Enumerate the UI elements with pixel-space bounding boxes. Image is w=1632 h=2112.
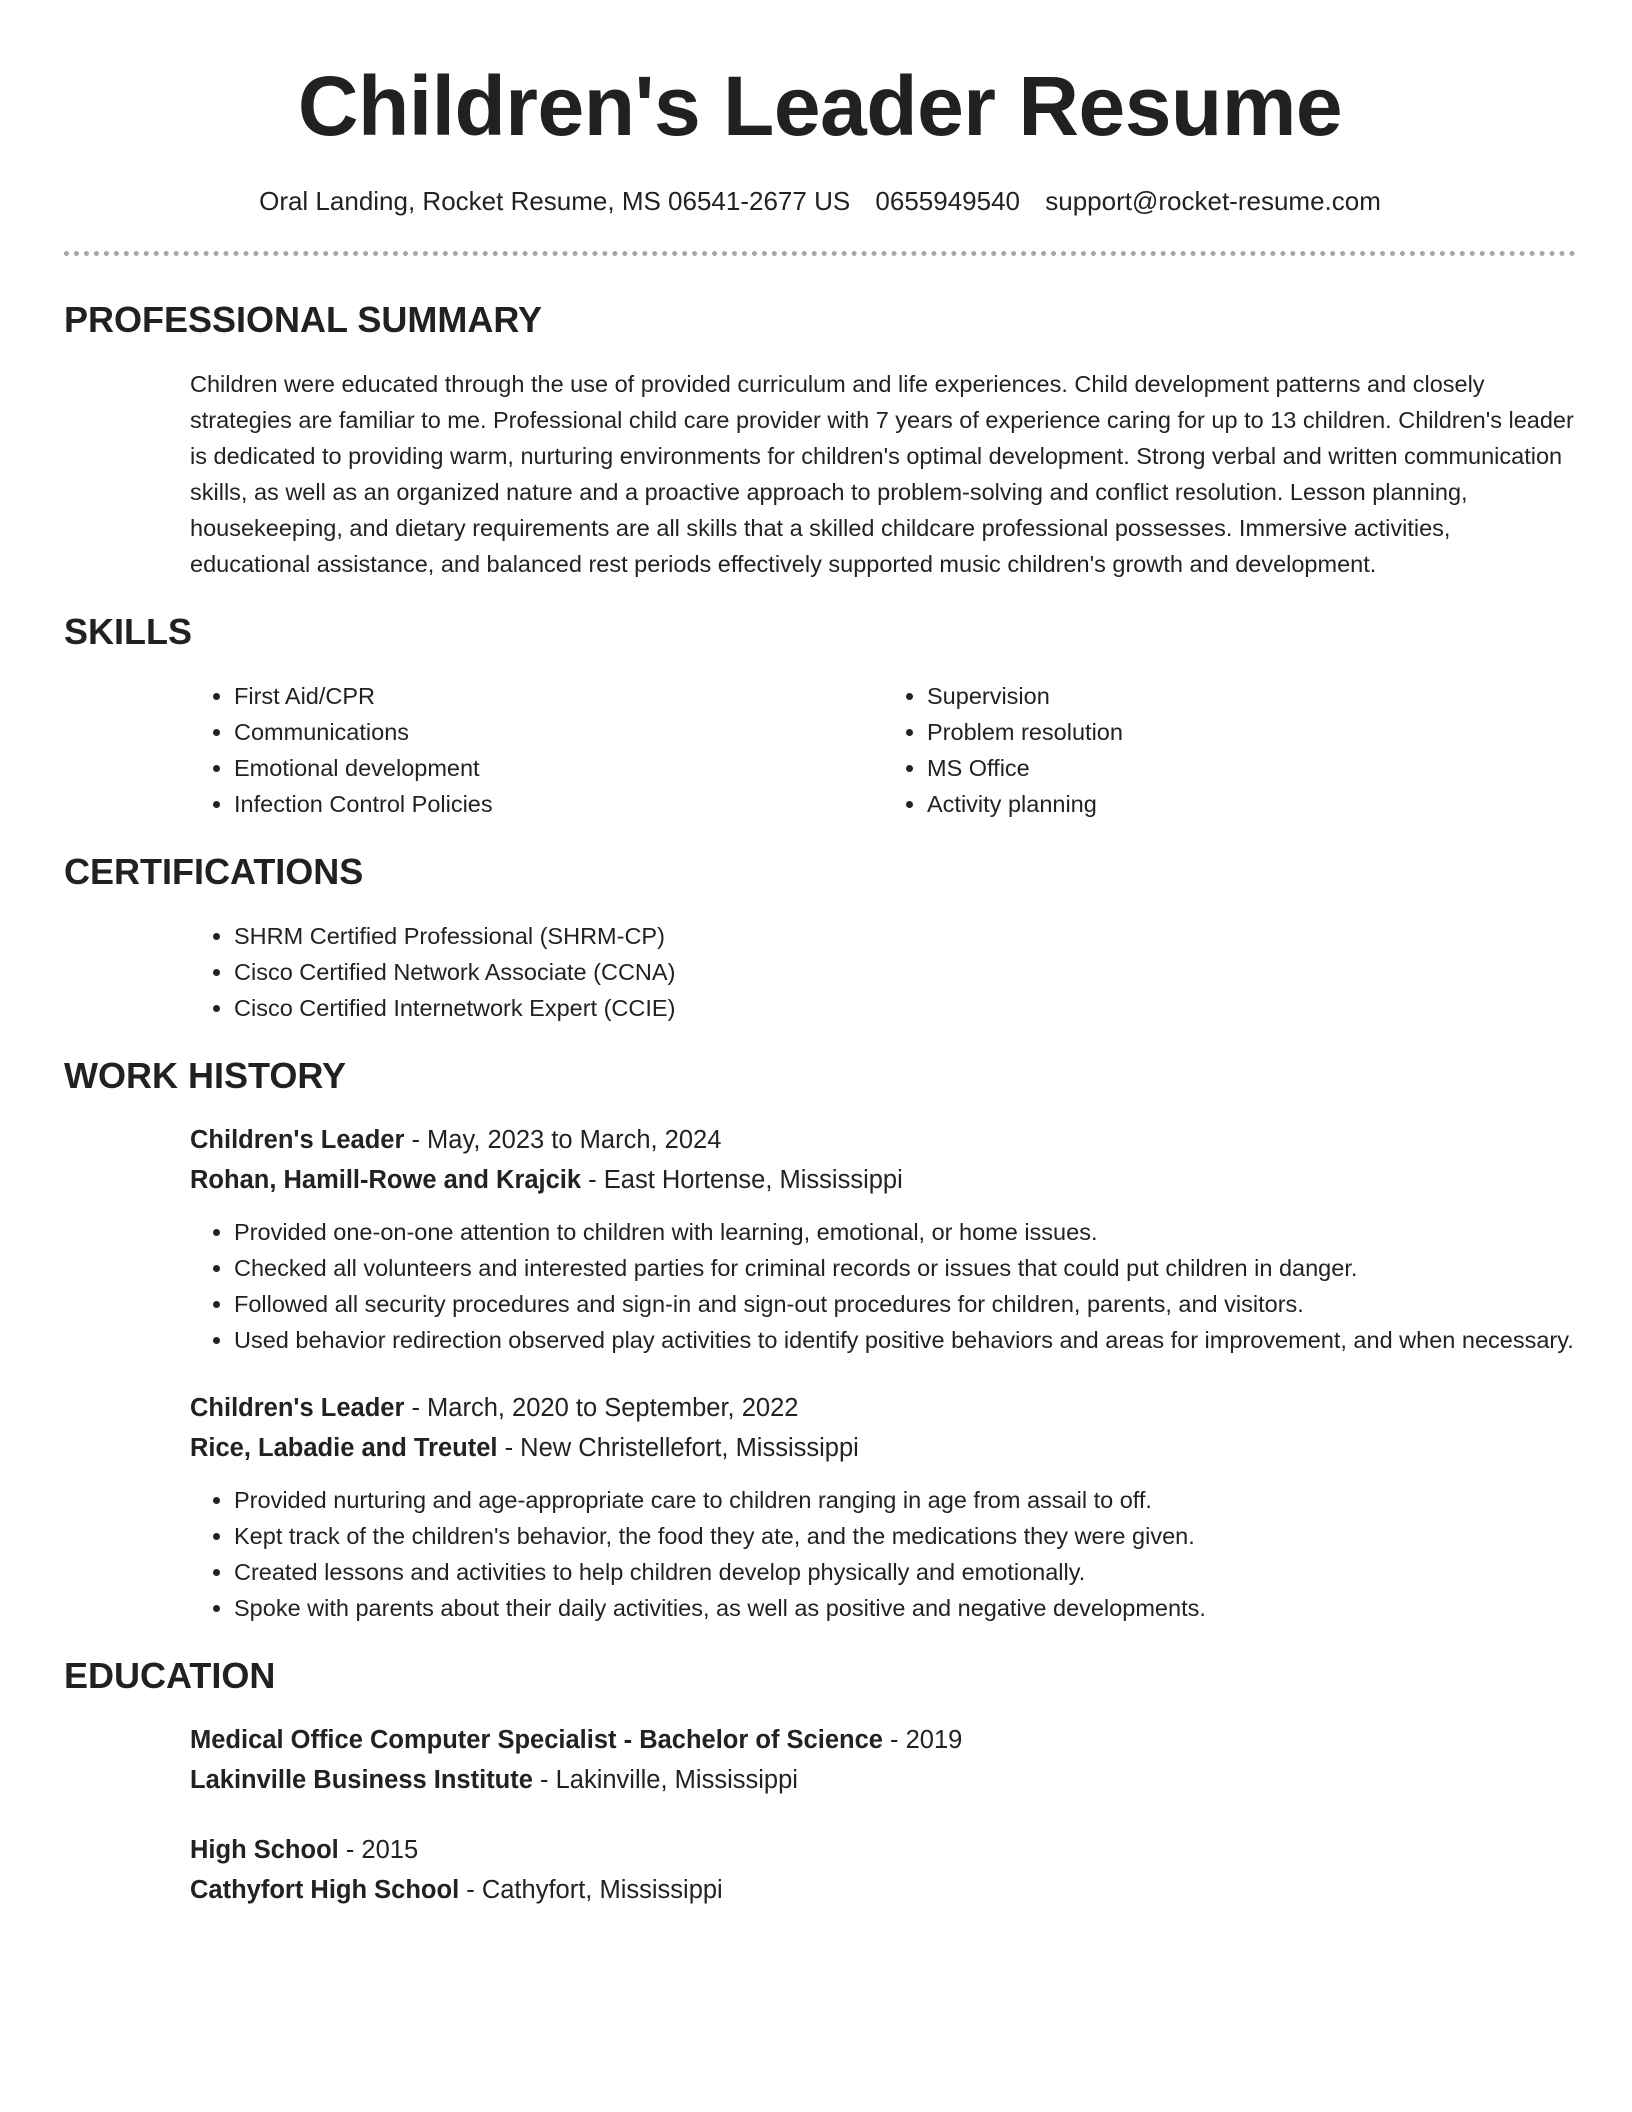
job-company-line — [190, 1428, 1576, 1468]
job-title-line — [190, 1388, 1576, 1428]
certifications-heading: CERTIFICATIONS — [64, 851, 364, 892]
education-degree-line — [190, 1830, 1576, 1870]
education-year: - 2019 — [882, 1726, 963, 1754]
job-duty: • Kept track of the children's behavior, the food they ate, and the medications they were given. — [234, 1518, 1576, 1554]
education-school-line — [190, 1760, 1576, 1800]
job-duty: • Used behavior redirection observed play activities to identify positive behaviors and areas for improvement, and when necessary. — [234, 1322, 1576, 1358]
resume-page — [64, 0, 1576, 1910]
certifications-list — [190, 918, 1576, 1026]
job-title-line — [190, 1120, 1576, 1160]
job-company-line — [190, 1160, 1576, 1200]
education-degree: High School — [190, 1836, 339, 1864]
certification-item: • Cisco Certified Network Associate (CCNA) — [234, 954, 1576, 990]
job-duty: • Checked all volunteers and interested parties for criminal records or issues that could put children in danger. — [234, 1250, 1576, 1286]
education-location: - Lakinville, Mississippi — [532, 1766, 798, 1794]
job-dates: - May, 2023 to March, 2024 — [404, 1126, 722, 1154]
education-school: Lakinville Business Institute — [190, 1766, 533, 1794]
education-degree: Medical Office Computer Specialist - Bachelor of Science — [190, 1726, 883, 1754]
education-entry — [190, 1830, 1576, 1910]
resume-title: Children's Leader Resume — [297, 59, 1343, 153]
job-company: Rohan, Hamill-Rowe and Krajcik — [190, 1166, 582, 1194]
work-history-section — [64, 1054, 1576, 1626]
summary-section — [64, 298, 1576, 582]
job-duties — [190, 1214, 1576, 1358]
skill-item: • Communications — [234, 714, 883, 750]
job-duties — [190, 1482, 1576, 1626]
education-location: - Cathyfort, Mississippi — [459, 1876, 723, 1904]
education-school-line — [190, 1870, 1576, 1910]
job-duty: • Spoke with parents about their daily activities, as well as positive and negative developments. — [234, 1590, 1576, 1626]
certifications-section — [64, 850, 1576, 1026]
contact-line — [64, 184, 1576, 218]
skill-item: • Emotional development — [234, 750, 883, 786]
header-divider — [64, 251, 1576, 256]
skills-column-left — [190, 678, 883, 822]
skill-item: • Activity planning — [927, 786, 1576, 822]
education-year: - 2015 — [338, 1836, 419, 1864]
job-location: - East Hortense, Mississippi — [581, 1166, 903, 1194]
skill-item: • Infection Control Policies — [234, 786, 883, 822]
skill-item: • First Aid/CPR — [234, 678, 883, 714]
job-dates: - March, 2020 to September, 2022 — [404, 1394, 799, 1422]
contact-email: support@rocket-resume.com — [1045, 186, 1381, 216]
education-school: Cathyfort High School — [190, 1876, 460, 1904]
education-entry — [190, 1720, 1576, 1800]
contact-address: Oral Landing, Rocket Resume, MS 06541-2677 US — [259, 186, 851, 216]
job-role: Children's Leader — [190, 1394, 405, 1422]
contact-phone: 0655949540 — [875, 186, 1021, 216]
job-duty: • Created lessons and activities to help children develop physically and emotionally. — [234, 1554, 1576, 1590]
job-entry — [190, 1120, 1576, 1358]
work-history-heading: WORK HISTORY — [64, 1055, 347, 1096]
education-heading: EDUCATION — [64, 1655, 276, 1696]
job-entry — [190, 1388, 1576, 1626]
skills-grid — [190, 678, 1576, 822]
job-role: Children's Leader — [190, 1126, 405, 1154]
education-degree-line — [190, 1720, 1576, 1760]
job-duty: • Provided one-on-one attention to children with learning, emotional, or home issues. — [234, 1214, 1576, 1250]
summary-heading: PROFESSIONAL SUMMARY — [64, 299, 543, 340]
job-company: Rice, Labadie and Treutel — [190, 1434, 498, 1462]
summary-text: Children were educated through the use of provided curriculum and life experiences. Child development patterns and closely strategies are familiar to me. Professional child care provider with 7 years of experience caring for up to 13 children. Children's leader is dedicated to providing warm, nurturing environments for children's optimal development. Strong verbal and written communication skills, as well as an organized nature and a proactive approach to problem-solving and conflict resolution. Lesson planning, housekeeping, and dietary requirements are all skills that a skilled childcare professional possesses. Immersive activities, educational assistance, and balanced rest periods effectively supported music children's growth and development. — [190, 371, 1574, 577]
skills-column-right — [883, 678, 1576, 822]
certification-item: • Cisco Certified Internetwork Expert (CCIE) — [234, 990, 1576, 1026]
job-duty: • Provided nurturing and age-appropriate care to children ranging in age from assail to off. — [234, 1482, 1576, 1518]
skills-heading: SKILLS — [64, 611, 193, 652]
job-location: - New Christellefort, Mississippi — [497, 1434, 859, 1462]
skill-item: • Supervision — [927, 678, 1576, 714]
job-duty: • Followed all security procedures and sign-in and sign-out procedures for children, parents, and visitors. — [234, 1286, 1576, 1322]
education-section — [64, 1654, 1576, 1910]
skill-item: • Problem resolution — [927, 714, 1576, 750]
skill-item: • MS Office — [927, 750, 1576, 786]
certification-item: • SHRM Certified Professional (SHRM-CP) — [234, 918, 1576, 954]
skills-section — [64, 610, 1576, 822]
